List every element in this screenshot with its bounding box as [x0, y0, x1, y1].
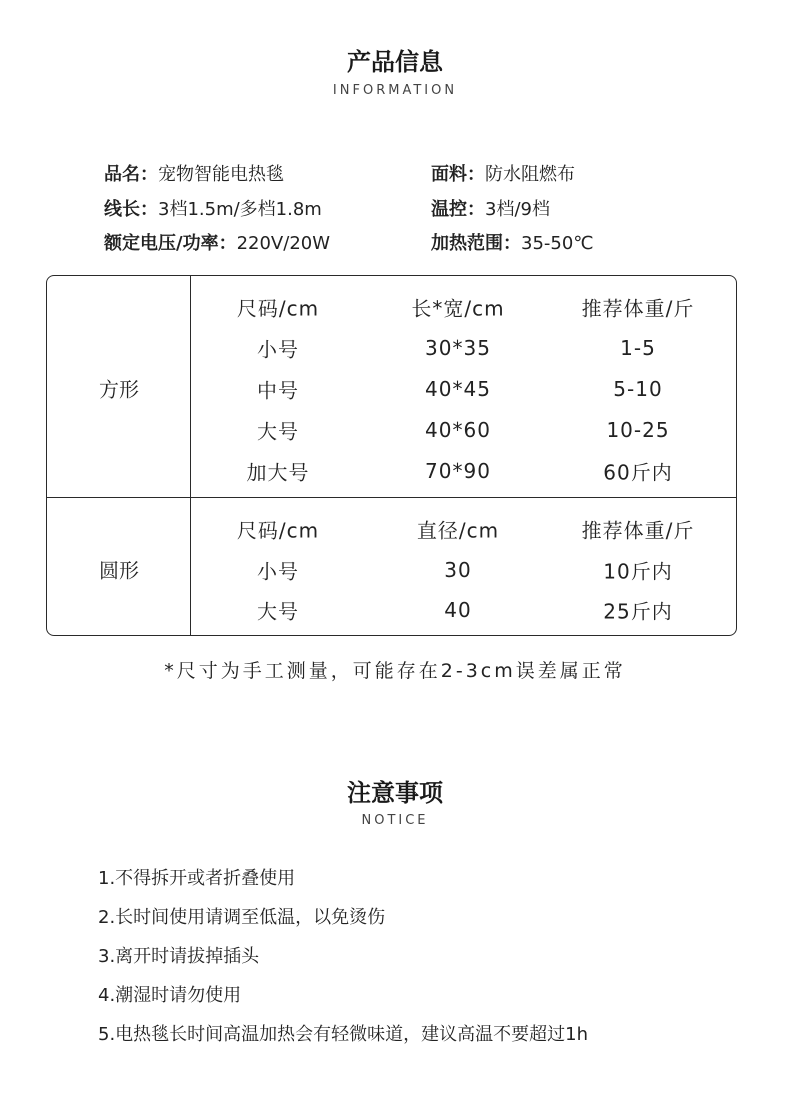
spec-temperature-control-value: 3档/9档 [485, 199, 550, 220]
notice-item: 4.潮湿时请勿使用 [98, 985, 242, 1006]
spec-rated-power-key: 额定电压/功率： [104, 233, 237, 254]
measurement-footnote: *尺寸为手工测量，可能存在2-3cm误差属正常 [164, 660, 626, 682]
info-section-subtitle: INFORMATION [332, 83, 458, 98]
round-header-size: 尺码/cm [236, 518, 320, 543]
table-cell: 25斤内 [603, 599, 673, 624]
spec-cable-length-key: 线长： [104, 199, 158, 220]
spec-cable-length-value: 3档1.5m/多档1.8m [158, 199, 322, 220]
spec-fabric-key: 面料： [431, 164, 485, 185]
table-cell: 40*45 [425, 377, 491, 401]
spec-temperature-control-key: 温控： [431, 199, 485, 220]
spec-temperature-control [431, 195, 550, 221]
round-header-diameter: 直径/cm [416, 518, 500, 543]
spec-product-name-key: 品名： [104, 164, 158, 185]
square-header-weight: 推荐体重/斤 [581, 296, 695, 321]
table-cell: 40 [444, 598, 472, 622]
table-cell: 10-25 [606, 418, 670, 442]
square-shape-label: 方形 [99, 377, 139, 402]
table-cell: 40*60 [425, 418, 491, 442]
table-cell: 30*35 [425, 336, 491, 360]
square-header-dimensions: 长*宽/cm [411, 296, 505, 321]
notice-section-title: 注意事项 [347, 779, 443, 807]
table-cell: 5-10 [613, 377, 663, 401]
table-column-divider [190, 276, 191, 635]
table-cell: 70*90 [425, 459, 491, 483]
spec-heating-range-key: 加热范围： [431, 233, 521, 254]
spec-product-name [104, 160, 284, 186]
table-cell: 30 [444, 558, 472, 582]
spec-cable-length [104, 195, 322, 221]
table-cell: 60斤内 [603, 460, 673, 485]
round-shape-label: 圆形 [99, 558, 139, 583]
notice-item: 3.离开时请拔掉插头 [98, 946, 260, 967]
notice-item: 1.不得拆开或者折叠使用 [98, 868, 296, 889]
table-cell: 大号 [257, 419, 299, 444]
table-cell: 小号 [257, 559, 299, 584]
table-cell: 小号 [257, 337, 299, 362]
size-table [46, 275, 737, 636]
spec-fabric [431, 160, 575, 186]
table-cell: 1-5 [620, 336, 656, 360]
spec-rated-power-value: 220V/20W [236, 233, 331, 254]
table-cell: 大号 [257, 599, 299, 624]
table-row-divider [47, 497, 736, 498]
table-cell: 中号 [257, 378, 299, 403]
spec-rated-power [104, 229, 330, 255]
notice-item: 2.长时间使用请调至低温，以免烫伤 [98, 907, 386, 928]
notice-item: 5.电热毯长时间高温加热会有轻微味道，建议高温不要超过1h [98, 1024, 589, 1045]
square-header-size: 尺码/cm [236, 296, 320, 321]
info-section-title: 产品信息 [347, 48, 443, 76]
table-cell: 10斤内 [603, 559, 673, 584]
round-header-weight: 推荐体重/斤 [581, 518, 695, 543]
spec-heating-range-value: 35-50℃ [521, 233, 594, 254]
notice-section-subtitle: NOTICE [361, 813, 429, 828]
spec-product-name-value: 宠物智能电热毯 [158, 164, 284, 185]
table-cell: 加大号 [246, 460, 310, 485]
spec-heating-range [431, 229, 594, 255]
spec-fabric-value: 防水阻燃布 [485, 164, 575, 185]
